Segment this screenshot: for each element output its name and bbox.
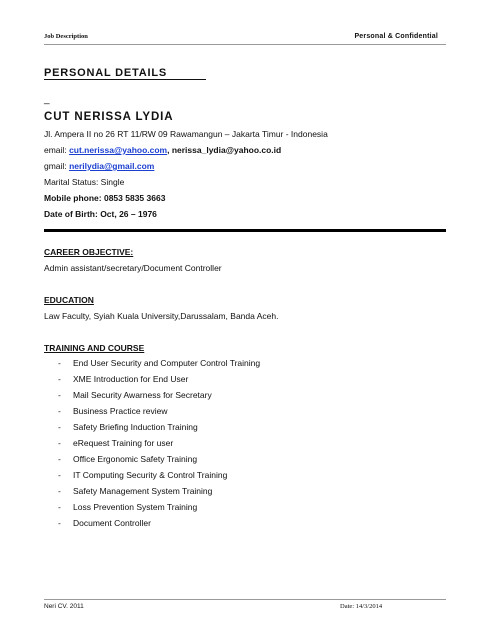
- footer-date: Date: 14/3/2014: [340, 603, 383, 610]
- bullet: -: [58, 390, 61, 400]
- training-heading: TRAINING AND COURSE: [44, 343, 145, 353]
- personal-details-heading: PERSONAL DETAILS: [44, 67, 168, 79]
- header-divider: [44, 44, 446, 45]
- footer-divider: [44, 599, 446, 600]
- training-item: Office Ergonomic Safety Training: [73, 454, 198, 464]
- training-item: Loss Prevention System Training: [73, 502, 198, 512]
- bullet: -: [58, 486, 61, 496]
- bullet: -: [58, 438, 61, 448]
- training-item: eRequest Training for user: [73, 438, 174, 448]
- section-divider: [44, 229, 446, 232]
- list-item: [58, 486, 260, 502]
- training-item: XME Introduction for End User: [73, 374, 189, 384]
- training-item: Safety Briefing Induction Training: [73, 422, 198, 432]
- bullet: -: [58, 422, 61, 432]
- bullet: -: [58, 502, 61, 512]
- email-label: email:: [44, 145, 67, 155]
- candidate-name: CUT NERISSA LYDIA: [44, 111, 174, 123]
- list-item: [58, 502, 260, 518]
- list-item: [58, 422, 260, 438]
- education-text: Law Faculty, Syiah Kuala University,Darussalam, Banda Aceh.: [44, 311, 279, 321]
- training-item: Business Practice review: [73, 406, 168, 416]
- footer-doc-id: Neri CV. 2011: [44, 603, 84, 610]
- list-item: [58, 518, 260, 534]
- mobile-phone: Mobile phone: 0853 5835 3663: [44, 193, 166, 203]
- email-secondary: , nerissa_lydia@yahoo.co.id: [167, 145, 282, 155]
- bullet: -: [58, 358, 61, 368]
- bullet: -: [58, 470, 61, 480]
- marital-status: Marital Status: Single: [44, 177, 125, 187]
- list-item: [58, 374, 260, 390]
- header-confidentiality: Personal & Confidential: [354, 33, 438, 40]
- gmail-label: gmail:: [44, 161, 67, 171]
- training-item: Safety Management System Training: [73, 486, 213, 496]
- header-doc-type: Job Description: [44, 33, 88, 40]
- list-item: [58, 390, 260, 406]
- training-item: Document Controller: [73, 518, 151, 528]
- career-objective-text: Admin assistant/secretary/Document Controller: [44, 263, 222, 273]
- list-item: [58, 470, 260, 486]
- education-heading: EDUCATION: [44, 295, 94, 305]
- list-item: [58, 406, 260, 422]
- bullet: -: [58, 454, 61, 464]
- gmail-link[interactable]: nerilydia@gmail.com: [69, 161, 155, 171]
- list-item: [58, 358, 260, 374]
- separator-dash: _: [44, 94, 50, 105]
- address-line: Jl. Ampera II no 26 RT 11/RW 09 Rawamangun – Jakarta Timur - Indonesia: [44, 129, 328, 139]
- bullet: -: [58, 374, 61, 384]
- bullet: -: [58, 406, 61, 416]
- list-item: [58, 454, 260, 470]
- email-link-primary[interactable]: cut.nerissa@yahoo.com: [69, 145, 168, 155]
- date-of-birth: Date of Birth: Oct, 26 – 1976: [44, 209, 157, 219]
- list-item: [58, 438, 260, 454]
- training-item: IT Computing Security & Control Training: [73, 470, 228, 480]
- bullet: -: [58, 518, 61, 528]
- training-item: End User Security and Computer Control Training: [73, 358, 261, 368]
- gmail-line: [44, 161, 154, 171]
- career-objective-heading: CAREER OBJECTIVE:: [44, 247, 134, 257]
- email-line: [44, 145, 281, 155]
- training-list: [58, 358, 260, 534]
- personal-details-underline: [44, 79, 206, 80]
- training-item: Mail Security Awarness for Secretary: [73, 390, 212, 400]
